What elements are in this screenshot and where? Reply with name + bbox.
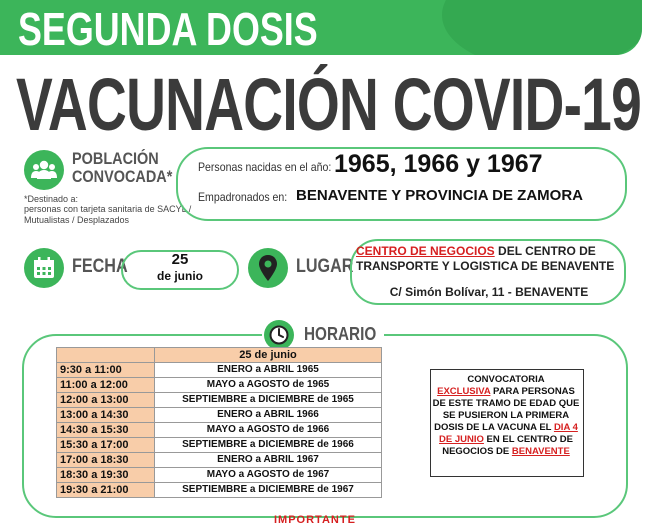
clock-icon xyxy=(264,320,294,350)
convocatoria-text xyxy=(432,374,580,458)
fecha-label: FECHA xyxy=(72,256,128,277)
lugar-address: C/ Simón Bolívar, 11 - BENAVENTE xyxy=(389,285,589,299)
schedule-range: MAYO a AGOSTO de 1966 xyxy=(155,423,382,438)
table-row xyxy=(57,408,382,423)
poblacion-label-line2: CONVOCADA* xyxy=(72,167,173,186)
schedule-range: MAYO a AGOSTO de 1967 xyxy=(155,468,382,483)
schedule-header-row xyxy=(57,348,382,363)
empadronados-value: BENAVENTE Y PROVINCIA DE ZAMORA xyxy=(296,187,583,204)
fecha-day: 25 xyxy=(171,251,189,268)
table-row xyxy=(57,438,382,453)
schedule-time: 15:30 a 17:00 xyxy=(57,438,155,453)
table-row xyxy=(57,378,382,393)
table-row xyxy=(57,363,382,378)
schedule-range: ENERO a ABRIL 1965 xyxy=(155,363,382,378)
lugar-line1 xyxy=(356,244,622,258)
poblacion-label-line1: POBLACIÓN xyxy=(72,149,159,168)
schedule-time: 12:00 a 13:00 xyxy=(57,393,155,408)
calendar-icon xyxy=(24,248,64,288)
schedule-time: 18:30 a 19:30 xyxy=(57,468,155,483)
conv-dia: DIA 4 DE JUNIO xyxy=(439,422,578,445)
born-label: Personas nacidas en el año: xyxy=(198,160,332,174)
group-icon xyxy=(24,150,64,190)
schedule-time: 13:00 a 14:30 xyxy=(57,408,155,423)
schedule-time: 14:30 a 15:30 xyxy=(57,423,155,438)
schedule-range: SEPTIEMBRE a DICIEMBRE de 1966 xyxy=(155,438,382,453)
schedule-range: ENERO a ABRIL 1966 xyxy=(155,408,382,423)
header-banner xyxy=(0,0,642,55)
table-row xyxy=(57,453,382,468)
schedule-range: SEPTIEMBRE a DICIEMBRE de 1967 xyxy=(155,483,382,498)
fecha-month: de junio xyxy=(157,269,203,283)
schedule-body xyxy=(57,363,382,498)
table-row xyxy=(57,393,382,408)
conv-exclusiva: EXCLUSIVA xyxy=(437,386,491,397)
conv-part3: PARA PERSONAS DE ESTE TRAMO DE EDAD QUE SE PUSIERON LA PRIMERA DOSIS DE LA VACUNA EL xyxy=(432,386,580,433)
conv-part5: EN EL CENTRO DE NEGOCIOS DE xyxy=(442,434,573,457)
schedule-time: 11:00 a 12:00 xyxy=(57,378,155,393)
banner-decoration xyxy=(442,0,642,55)
location-pin-icon xyxy=(248,248,288,288)
lugar-rest: DEL CENTRO DE xyxy=(494,244,596,258)
born-years: 1965, 1966 y 1967 xyxy=(334,150,543,178)
conv-part1: CONVOCATORIA xyxy=(467,374,545,385)
schedule-range: ENERO a ABRIL 1967 xyxy=(155,453,382,468)
destinado-description: personas con tarjeta sanitaria de SACYL / Mutualistas / Desplazados xyxy=(24,204,192,225)
schedule-range: MAYO a AGOSTO de 1965 xyxy=(155,378,382,393)
main-title: VACUNACIÓN COVID-19 xyxy=(16,63,642,146)
lugar-highlight: CENTRO DE NEGOCIOS xyxy=(356,244,495,258)
schedule-range: SEPTIEMBRE a DICIEMBRE de 1965 xyxy=(155,393,382,408)
destinado-title: *Destinado a: xyxy=(24,194,79,204)
poblacion-label xyxy=(72,150,172,186)
horario-label: HORARIO xyxy=(304,324,377,344)
importante-label: IMPORTANTE xyxy=(274,514,356,526)
lugar-line2: TRANSPORTE Y LOGISTICA DE BENAVENTE xyxy=(356,259,615,273)
schedule-time: 17:00 a 18:30 xyxy=(57,453,155,468)
table-row xyxy=(57,468,382,483)
schedule-time: 19:30 a 21:00 xyxy=(57,483,155,498)
empadronados-label: Empadronados en: xyxy=(198,190,288,204)
schedule-header-blank xyxy=(57,348,155,363)
table-row xyxy=(57,483,382,498)
table-row xyxy=(57,423,382,438)
schedule-date-header: 25 de junio xyxy=(155,348,382,363)
schedule-time: 9:30 a 11:00 xyxy=(57,363,155,378)
banner-title: SEGUNDA DOSIS xyxy=(18,3,318,55)
conv-benavente: BENAVENTE xyxy=(511,446,570,457)
lugar-label: LUGAR xyxy=(296,256,354,277)
schedule-table xyxy=(56,347,382,498)
